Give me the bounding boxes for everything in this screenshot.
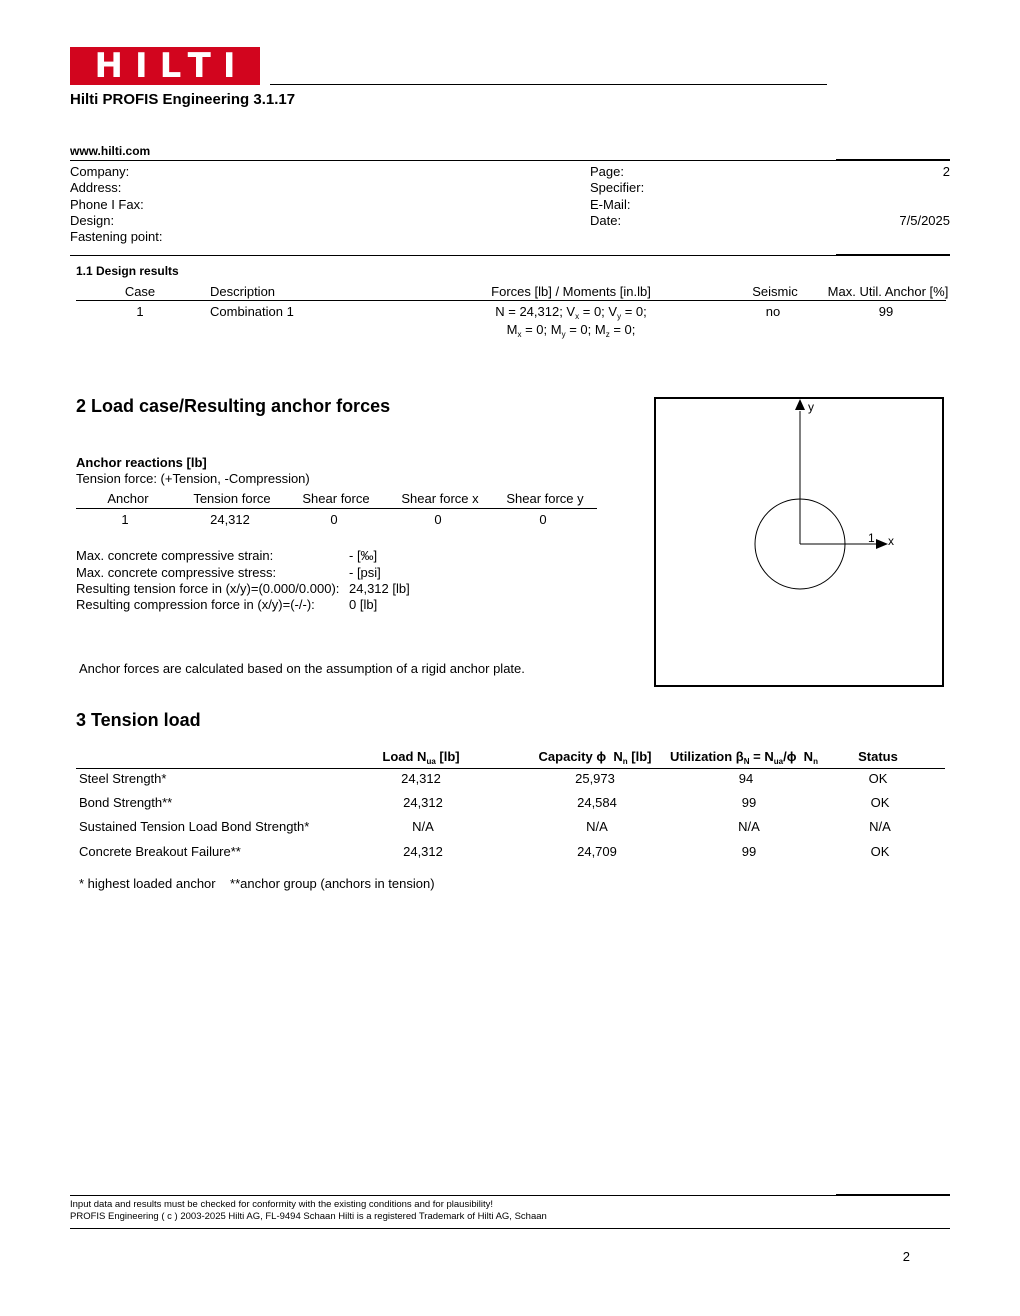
website-link[interactable]: www.hilti.com [70,144,151,158]
util-n: N [803,749,814,764]
info-bottom-rule-accent [836,254,950,256]
res-tension-value: 24,312 [lb] [349,581,410,596]
row-0-util: 94 [738,771,754,786]
row-3-util: 99 [741,844,757,859]
diagram-svg [656,399,942,685]
row-2-util: N/A [738,819,760,834]
mz-value: 0 [624,322,632,337]
col-util-text: Utilization [670,749,733,764]
info-top-rule [70,160,950,161]
col-capacity-text: Capacity [538,749,593,764]
util-n-sub: n [813,757,818,766]
email-label: E-Mail: [590,196,631,212]
row-3-status: OK [870,844,890,859]
col-capacity [520,749,670,764]
app-title: Hilti PROFIS Engineering 3.1.17 [70,91,296,108]
row-0-status: OK [868,771,888,786]
y-axis-arrow [795,399,805,410]
hilti-logo [70,47,260,85]
my-value: 0 [580,322,588,337]
col-max-util: Max. Util. Anchor [%] [827,284,949,299]
res-tension-label: Resulting tension force in (x/y)=(0.000/0.000): [76,581,340,596]
row-shear: 0 [330,512,338,527]
row-forces-line1: N = 24,312; $V_x = 0$; $V_y = 0$; [495,304,647,321]
row-case: 1 [136,304,144,319]
x-axis-label: x [888,534,894,548]
col-load-sub: ua [426,757,436,766]
col-case: Case [124,284,156,299]
company-label: Company: [70,164,130,179]
capacity-n-sub: n [622,757,628,766]
row-0-name: Steel Strength* [79,771,167,786]
col-description: Description [210,284,276,299]
strain-label: Max. concrete compressive strain: [76,548,274,563]
footer-top-rule [70,1195,950,1196]
stress-value: - [psi] [349,565,381,580]
col-anchor: Anchor [107,491,149,506]
capacity-phi-symbol: ϕ [596,749,607,764]
row-3-load: 24,312 [403,844,443,859]
y-axis-label: y [808,400,814,414]
address-label: Address: [70,180,122,196]
col-load-text: Load N [382,749,427,764]
row-description: Combination 1 [210,304,294,319]
tension-footnote: * highest loaded anchor **anchor group (anchors in tension) [79,876,435,891]
footer-top-rule-accent [836,1194,950,1196]
col-shear-x: Shear force x [401,491,479,506]
col-load [370,749,472,764]
header-rule [270,84,827,85]
row-shear-x: 0 [434,512,442,527]
design-label: Design: [70,212,115,228]
section3-heading: 3 Tension load [76,710,201,730]
date-value: 7/5/2025 [899,213,950,228]
row-2-capacity: N/A [586,819,608,834]
row-1-util: 99 [741,795,757,810]
anchor-plate-diagram [654,397,944,687]
col-shear: Shear force [302,491,370,506]
specifier-label: Specifier: [590,180,645,196]
util-phi-symbol: ϕ [786,749,797,764]
stress-label: Max. concrete compressive stress: [76,565,277,580]
col-seismic: Seismic [752,284,798,299]
design-results-header-rule [76,300,946,301]
info-top-rule-accent [836,159,950,161]
design-results-heading: 1.1 Design results [76,264,179,278]
page-value: 2 [942,164,950,179]
col-status: Status [858,749,898,764]
strain-value: - [‰] [349,548,378,563]
footer-line-2: PROFIS Engineering ( c ) 2003-2025 Hilti AG, FL-9494 Schaan Hilti is a registered Trademark of Hilti AG, Schaan [70,1211,547,1222]
footer-bottom-rule [70,1228,950,1229]
row-0-load: 24,312 [401,771,441,786]
logo-text: HILTI [94,46,248,86]
fastening-label: Fastening point: [70,229,163,245]
reactions-title: Anchor reactions [lb] [76,455,207,470]
info-left [70,164,163,245]
phone-label: Phone I Fax: [70,196,144,212]
row-tension: 24,312 [210,512,250,527]
row-max-util: 99 [878,304,894,319]
capacity-unit: [lb] [631,749,652,764]
row-anchor: 1 [121,512,129,527]
res-comp-value: 0 [lb] [349,597,378,612]
n-value: 24,312 [519,304,560,319]
footer-page-number: 2 [902,1249,910,1264]
row-2-load: N/A [412,819,434,834]
vy-value: 0 [635,304,644,319]
anchor-1-label: 1 [868,531,875,545]
mx-value: 0 [536,322,544,337]
row-1-capacity: 24,584 [577,795,617,810]
row-1-name: Bond Strength** [79,795,173,810]
rigid-note: Anchor forces are calculated based on the assumption of a rigid anchor plate. [79,661,525,676]
vx-value: 0 [593,304,602,319]
row-3-name: Concrete Breakout Failure** [79,844,241,859]
col-shear-y: Shear force y [506,491,584,506]
col-tension: Tension force [193,491,271,506]
row-2-status: N/A [869,819,891,834]
beta-sub: N [743,757,750,766]
col-utilization [664,749,824,764]
tension-note: Tension force: (+Tension, -Compression) [76,471,310,486]
res-comp-label: Resulting compression force in (x/y)=(-/-): [76,597,315,612]
section2-heading: 2 Load case/Resulting anchor forces [76,396,391,416]
row-seismic: no [765,304,781,319]
row-forces-line2: $M_x = 0$; $M_y = 0$; $M_z = 0$; [506,322,636,339]
capacity-n: N [613,749,623,764]
row-3-capacity: 24,709 [577,844,617,859]
util-eq-n: = N [753,749,774,764]
row-2-name: Sustained Tension Load Bond Strength* [79,819,310,834]
col-load-unit: [lb] [439,749,460,764]
row-1-load: 24,312 [403,795,443,810]
util-slash: / [783,749,787,764]
row-0-capacity: 25,973 [575,771,615,786]
util-eq-sub: ua [773,757,784,766]
page-label: Page: [590,164,624,179]
footer-line-1: Input data and results must be checked for conformity with the existing conditions and for plausibility! [70,1199,493,1210]
col-forces: Forces [lb] / Moments [in.lb] [491,284,651,299]
tension-header-rule [76,768,945,769]
date-label: Date: [590,212,622,228]
x-axis-arrow [876,539,888,549]
info-right [590,164,644,229]
beta-symbol: β [735,749,744,764]
info-bottom-rule [70,255,950,256]
row-shear-y: 0 [539,512,547,527]
reactions-header-rule [76,508,597,509]
row-1-status: OK [870,795,890,810]
